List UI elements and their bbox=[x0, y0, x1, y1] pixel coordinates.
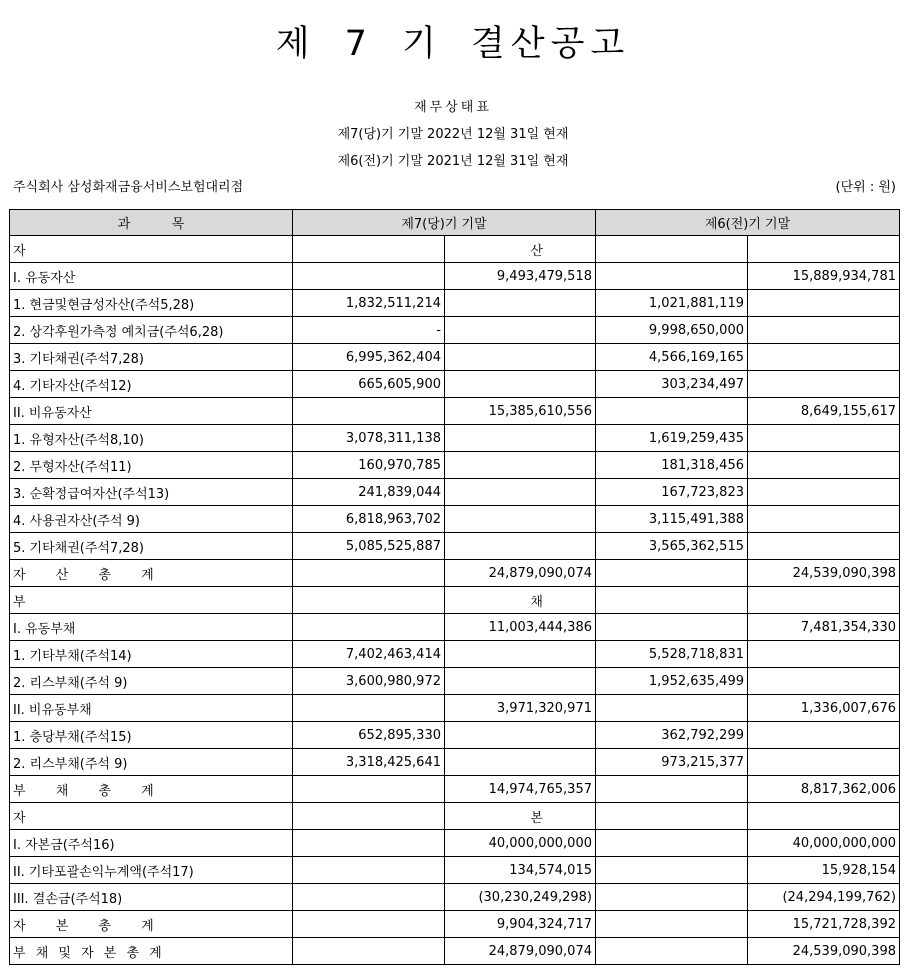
cell-p2: 8,817,362,006 bbox=[748, 776, 900, 803]
period-prior: 제6(전)기 기말 2021년 12월 31일 현재 bbox=[337, 154, 569, 169]
table-row bbox=[10, 506, 900, 533]
table-row bbox=[10, 344, 900, 371]
table-row bbox=[10, 722, 900, 749]
table-row bbox=[10, 479, 900, 506]
row-label: 자 본 bbox=[10, 803, 293, 830]
cell-p2 bbox=[748, 290, 900, 317]
cell-p2: 24,539,090,398 bbox=[748, 560, 900, 587]
header-current-period: 제7(당)기 기말 bbox=[293, 210, 596, 236]
cell-c1 bbox=[293, 938, 445, 965]
cell-c2 bbox=[445, 749, 596, 776]
statement-name: 재무상태표 bbox=[414, 100, 492, 115]
cell-c1: - bbox=[293, 317, 445, 344]
table-row bbox=[10, 398, 900, 425]
row-label: I. 유동자산 bbox=[10, 263, 293, 290]
row-label: 4. 사용권자산(주석 9) bbox=[10, 506, 293, 533]
cell-p2 bbox=[748, 803, 900, 830]
cell-p1 bbox=[596, 938, 748, 965]
cell-c2 bbox=[445, 533, 596, 560]
row-label: 3. 기타채권(주석7,28) bbox=[10, 344, 293, 371]
cell-c2 bbox=[445, 452, 596, 479]
row-label: 자 본 총 계 bbox=[10, 911, 293, 938]
cell-c1 bbox=[293, 857, 445, 884]
cell-c1 bbox=[293, 398, 445, 425]
table-row bbox=[10, 857, 900, 884]
cell-p2: 40,000,000,000 bbox=[748, 830, 900, 857]
row-label: 2. 상각후원가측정 예치금(주석6,28) bbox=[10, 317, 293, 344]
cell-c2 bbox=[445, 344, 596, 371]
cell-p1 bbox=[596, 776, 748, 803]
cell-p2 bbox=[748, 425, 900, 452]
table-row bbox=[10, 371, 900, 398]
cell-c1: 6,818,963,702 bbox=[293, 506, 445, 533]
cell-c2: 24,879,090,074 bbox=[445, 560, 596, 587]
cell-c1: 652,895,330 bbox=[293, 722, 445, 749]
cell-c2 bbox=[445, 722, 596, 749]
cell-c1 bbox=[293, 614, 445, 641]
row-label: III. 결손금(주석18) bbox=[10, 884, 293, 911]
cell-p2: 7,481,354,330 bbox=[748, 614, 900, 641]
cell-c2 bbox=[445, 371, 596, 398]
balance-sheet-table bbox=[9, 209, 900, 965]
cell-c1: 3,318,425,641 bbox=[293, 749, 445, 776]
table-row bbox=[10, 560, 900, 587]
cell-p2 bbox=[748, 587, 900, 614]
header-prior-period: 제6(전)기 기말 bbox=[596, 210, 900, 236]
cell-p1: 3,565,362,515 bbox=[596, 533, 748, 560]
table-row bbox=[10, 749, 900, 776]
cell-p1 bbox=[596, 830, 748, 857]
header-subject: 과 목 bbox=[10, 210, 293, 236]
cell-p1: 167,723,823 bbox=[596, 479, 748, 506]
cell-c1: 160,970,785 bbox=[293, 452, 445, 479]
cell-p1 bbox=[596, 857, 748, 884]
row-label: 자 산 bbox=[10, 236, 293, 263]
row-label: 자 산 총 계 bbox=[10, 560, 293, 587]
cell-p2: 24,539,090,398 bbox=[748, 938, 900, 965]
cell-p1 bbox=[596, 911, 748, 938]
cell-p1: 5,528,718,831 bbox=[596, 641, 748, 668]
cell-c1: 1,832,511,214 bbox=[293, 290, 445, 317]
cell-p2 bbox=[748, 722, 900, 749]
row-label: 1. 기타부채(주석14) bbox=[10, 641, 293, 668]
row-label: 2. 무형자산(주석11) bbox=[10, 452, 293, 479]
cell-p1: 973,215,377 bbox=[596, 749, 748, 776]
row-label: 5. 기타채권(주석7,28) bbox=[10, 533, 293, 560]
cell-c2 bbox=[445, 668, 596, 695]
table-row bbox=[10, 452, 900, 479]
table-row bbox=[10, 803, 900, 830]
cell-c2: 9,493,479,518 bbox=[445, 263, 596, 290]
cell-p2: 15,928,154 bbox=[748, 857, 900, 884]
period-current: 제7(당)기 기말 2022년 12월 31일 현재 bbox=[337, 127, 569, 142]
cell-c1 bbox=[293, 560, 445, 587]
cell-p1: 3,115,491,388 bbox=[596, 506, 748, 533]
cell-p2: 1,336,007,676 bbox=[748, 695, 900, 722]
cell-c2 bbox=[445, 479, 596, 506]
table-row bbox=[10, 668, 900, 695]
cell-c2: (30,230,249,298) bbox=[445, 884, 596, 911]
cell-p2 bbox=[748, 506, 900, 533]
table-row bbox=[10, 317, 900, 344]
table-row bbox=[10, 290, 900, 317]
cell-c1 bbox=[293, 695, 445, 722]
cell-c1: 6,995,362,404 bbox=[293, 344, 445, 371]
table-row bbox=[10, 776, 900, 803]
cell-c2: 40,000,000,000 bbox=[445, 830, 596, 857]
cell-c1 bbox=[293, 830, 445, 857]
table-row bbox=[10, 938, 900, 965]
cell-p2: 15,889,934,781 bbox=[748, 263, 900, 290]
cell-c2 bbox=[445, 641, 596, 668]
cell-p1: 303,234,497 bbox=[596, 371, 748, 398]
cell-p1 bbox=[596, 695, 748, 722]
table-row bbox=[10, 614, 900, 641]
cell-p2 bbox=[748, 452, 900, 479]
cell-c1 bbox=[293, 884, 445, 911]
cell-c1 bbox=[293, 911, 445, 938]
cell-p2: 8,649,155,617 bbox=[748, 398, 900, 425]
cell-c2: 9,904,324,717 bbox=[445, 911, 596, 938]
cell-c2: 14,974,765,357 bbox=[445, 776, 596, 803]
cell-c1 bbox=[293, 776, 445, 803]
table-row bbox=[10, 236, 900, 263]
row-label: II. 비유동부채 bbox=[10, 695, 293, 722]
cell-p1 bbox=[596, 236, 748, 263]
cell-p1 bbox=[596, 803, 748, 830]
cell-c2: 15,385,610,556 bbox=[445, 398, 596, 425]
row-label: 4. 기타자산(주석12) bbox=[10, 371, 293, 398]
cell-p1 bbox=[596, 263, 748, 290]
cell-p2 bbox=[748, 479, 900, 506]
cell-p2 bbox=[748, 236, 900, 263]
cell-p1 bbox=[596, 614, 748, 641]
table-row bbox=[10, 911, 900, 938]
cell-c2 bbox=[445, 506, 596, 533]
row-label: 1. 유형자산(주석8,10) bbox=[10, 425, 293, 452]
cell-p2: 15,721,728,392 bbox=[748, 911, 900, 938]
table-row bbox=[10, 830, 900, 857]
row-label: 부 채 및 자 본 총 계 bbox=[10, 938, 293, 965]
row-label: 1. 현금및현금성자산(주석5,28) bbox=[10, 290, 293, 317]
cell-p2 bbox=[748, 371, 900, 398]
cell-p1 bbox=[596, 884, 748, 911]
cell-p1 bbox=[596, 587, 748, 614]
cell-p1: 9,998,650,000 bbox=[596, 317, 748, 344]
row-label: 부 채 bbox=[10, 587, 293, 614]
cell-c2: 3,971,320,971 bbox=[445, 695, 596, 722]
row-label: II. 비유동자산 bbox=[10, 398, 293, 425]
row-label: II. 기타포괄손익누계액(주석17) bbox=[10, 857, 293, 884]
row-label: I. 유동부채 bbox=[10, 614, 293, 641]
cell-c2: 24,879,090,074 bbox=[445, 938, 596, 965]
table-row bbox=[10, 695, 900, 722]
row-label: 2. 리스부채(주석 9) bbox=[10, 668, 293, 695]
cell-p2 bbox=[748, 317, 900, 344]
unit-label: (단위 : 원) bbox=[835, 180, 896, 195]
table-row bbox=[10, 884, 900, 911]
table-body bbox=[10, 236, 900, 965]
cell-c2: 11,003,444,386 bbox=[445, 614, 596, 641]
cell-p1: 1,021,881,119 bbox=[596, 290, 748, 317]
cell-p1: 4,566,169,165 bbox=[596, 344, 748, 371]
row-label: 2. 리스부채(주석 9) bbox=[10, 749, 293, 776]
cell-p1: 181,318,456 bbox=[596, 452, 748, 479]
notice-title: 제 7 기 결산공고 bbox=[275, 24, 631, 64]
row-label: I. 자본금(주석16) bbox=[10, 830, 293, 857]
cell-p1: 362,792,299 bbox=[596, 722, 748, 749]
table-row bbox=[10, 641, 900, 668]
cell-c1 bbox=[293, 263, 445, 290]
row-label: 1. 충당부채(주석15) bbox=[10, 722, 293, 749]
table-row bbox=[10, 263, 900, 290]
cell-c1: 241,839,044 bbox=[293, 479, 445, 506]
cell-p1: 1,619,259,435 bbox=[596, 425, 748, 452]
cell-p2 bbox=[748, 344, 900, 371]
cell-p2 bbox=[748, 641, 900, 668]
cell-p2 bbox=[748, 668, 900, 695]
cell-p2 bbox=[748, 533, 900, 560]
cell-p2: (24,294,199,762) bbox=[748, 884, 900, 911]
cell-p1: 1,952,635,499 bbox=[596, 668, 748, 695]
cell-p1 bbox=[596, 398, 748, 425]
cell-c2 bbox=[445, 290, 596, 317]
table-row bbox=[10, 425, 900, 452]
cell-p2 bbox=[748, 749, 900, 776]
cell-c2 bbox=[445, 317, 596, 344]
table-row bbox=[10, 587, 900, 614]
cell-c1: 3,078,311,138 bbox=[293, 425, 445, 452]
row-label: 부 채 총 계 bbox=[10, 776, 293, 803]
cell-c2 bbox=[445, 425, 596, 452]
table-row bbox=[10, 533, 900, 560]
table-header-row bbox=[10, 210, 900, 236]
cell-c1: 665,605,900 bbox=[293, 371, 445, 398]
row-label: 3. 순확정급여자산(주석13) bbox=[10, 479, 293, 506]
cell-c1: 5,085,525,887 bbox=[293, 533, 445, 560]
company-name: 주식회사 삼성화재금융서비스보험대리점 bbox=[13, 180, 244, 195]
cell-p1 bbox=[596, 560, 748, 587]
cell-c1: 3,600,980,972 bbox=[293, 668, 445, 695]
cell-c2: 134,574,015 bbox=[445, 857, 596, 884]
cell-c1: 7,402,463,414 bbox=[293, 641, 445, 668]
